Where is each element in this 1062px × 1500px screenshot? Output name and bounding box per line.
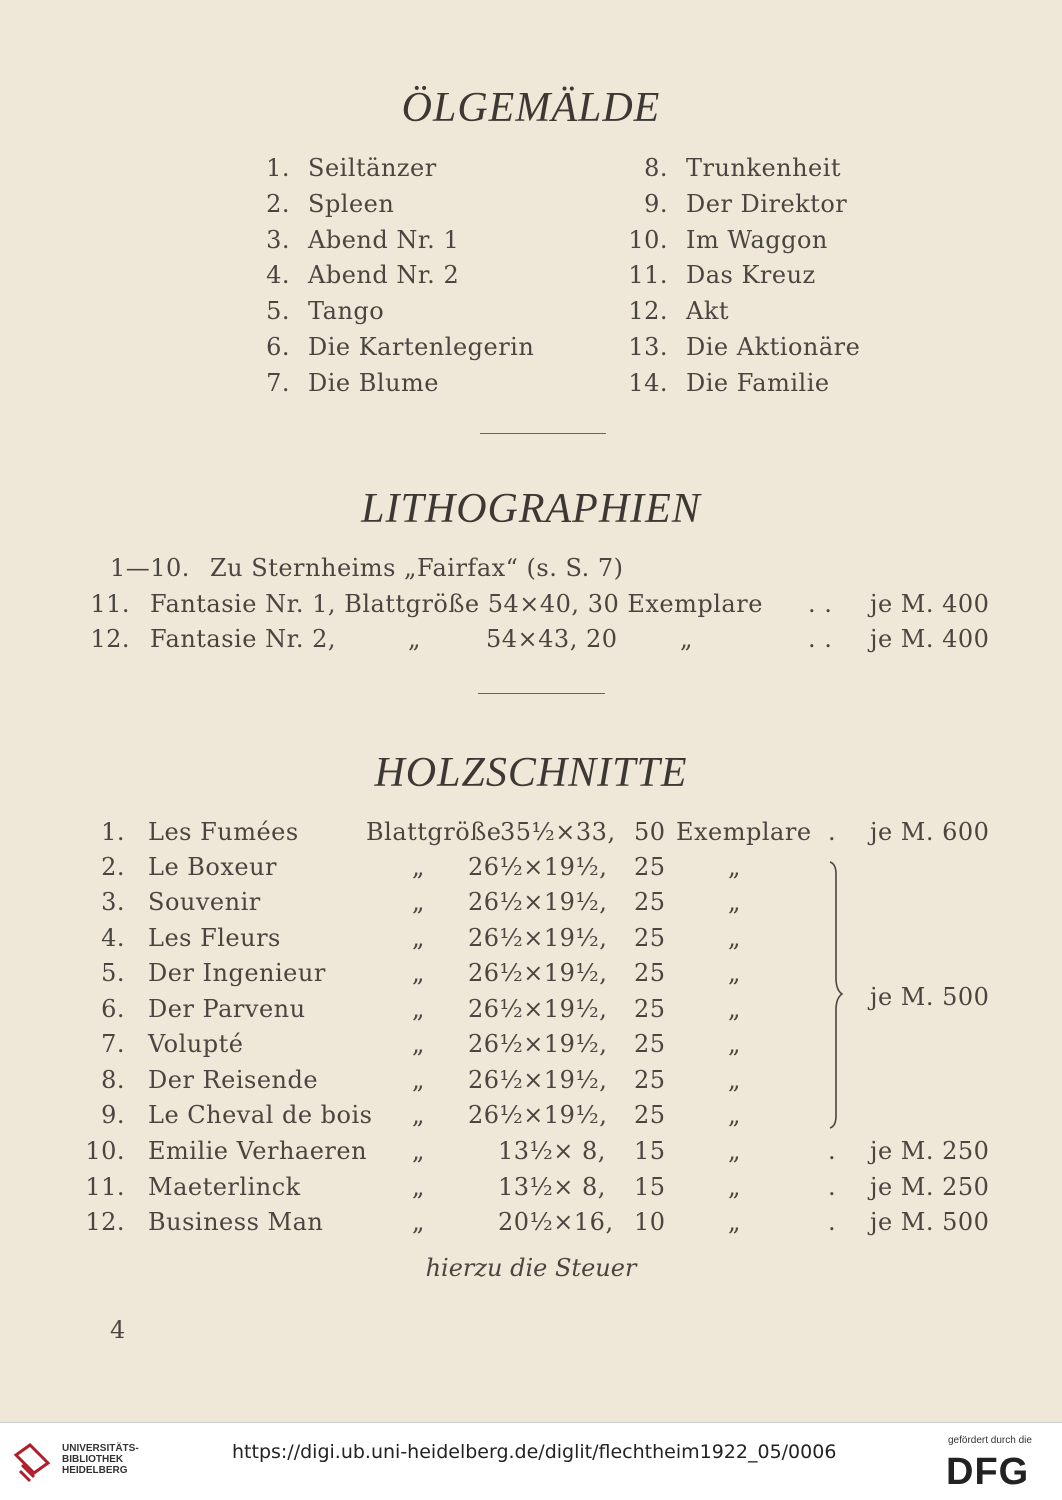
table-row-title: Der Parvenu: [148, 995, 306, 1023]
table-row-edition: 15: [634, 1137, 666, 1165]
tax-note: hierzu die Steuer: [425, 1254, 637, 1282]
price: je M. 400: [870, 625, 990, 653]
table-row-edition: 25: [634, 1101, 666, 1129]
ditto-mark: „: [412, 888, 425, 916]
list-item-number: 9.: [644, 190, 668, 218]
list-item-title: Seiltänzer: [308, 154, 437, 182]
table-row-number: 3.: [101, 888, 125, 916]
ditto-mark: „: [728, 1137, 741, 1165]
list-item-number: 8.: [644, 154, 668, 182]
permalink-url[interactable]: https://digi.ub.uni-heidelberg.de/diglit/flechtheim1922_05/0006: [232, 1441, 837, 1463]
library-name-line: HEIDELBERG: [62, 1465, 128, 1476]
table-row-size: 35½×33,: [500, 818, 616, 846]
ditto-mark: „: [728, 959, 741, 987]
table-row-size: 13½× 8,: [498, 1173, 606, 1201]
table-row-title: Der Ingenieur: [148, 959, 326, 987]
table-row-number: 6.: [101, 995, 125, 1023]
list-item-number: 11.: [628, 261, 668, 289]
table-row-size: 26½×19½,: [468, 888, 608, 916]
library-name-line: BIBLIOTHEK: [62, 1454, 124, 1465]
table-row-number: 1.: [101, 818, 125, 846]
table-row-edition: 10: [634, 1208, 666, 1236]
price: je M. 400: [870, 590, 990, 618]
library-name-line: UNIVERSITÄTS-: [62, 1443, 139, 1454]
list-item-number: 14.: [628, 369, 668, 397]
list-item-number: 13.: [628, 333, 668, 361]
table-row-title: Le Boxeur: [148, 853, 278, 881]
table-row-size: 26½×19½,: [468, 1101, 608, 1129]
table-row-size: 26½×19½,: [468, 995, 608, 1023]
section-divider: [478, 693, 605, 694]
section-title-lithographien: LITHOGRAPHIEN: [361, 486, 701, 532]
table-row-title: Maeterlinck: [148, 1173, 301, 1201]
ditto-mark: „: [412, 995, 425, 1023]
ditto-mark: „: [728, 853, 741, 881]
list-item-title: Die Familie: [686, 369, 830, 397]
list-item-title: Die Kartenlegerin: [308, 333, 535, 361]
ditto-mark: „: [728, 1066, 741, 1094]
table-row-title: Emilie Verhaeren: [148, 1137, 368, 1165]
table-row-size: 26½×19½,: [468, 959, 608, 987]
page-number: 4: [110, 1316, 126, 1344]
table-row-number: 5.: [101, 959, 125, 987]
leader-dot: .: [828, 1173, 837, 1201]
table-row-title: Les Fumées: [148, 818, 299, 846]
table-row-edition: 25: [634, 995, 666, 1023]
list-item-number: 12.: [628, 297, 668, 325]
ditto-mark: „: [728, 924, 741, 952]
leader-dot: .: [828, 1137, 837, 1165]
group-brace: [826, 860, 846, 1130]
table-row-title: Der Reisende: [148, 1066, 319, 1094]
litho-row-text: Fantasie Nr. 1, Blattgröße 54×40, 30 Exemplare: [150, 590, 763, 618]
list-item-title: Der Direktor: [686, 190, 848, 218]
ditto-mark: „: [412, 959, 425, 987]
list-item-title: Die Aktionäre: [686, 333, 861, 361]
list-item-title: Das Kreuz: [686, 261, 816, 289]
table-row-edition: 15: [634, 1173, 666, 1201]
list-item-title: Trunkenheit: [686, 154, 842, 182]
table-row-number: 4.: [101, 924, 125, 952]
table-row-edition: 25: [634, 1066, 666, 1094]
table-row-title: Business Man: [148, 1208, 324, 1236]
table-row-size: 13½× 8,: [498, 1137, 606, 1165]
table-row-number: 12.: [85, 1208, 125, 1236]
list-item-number: 4.: [266, 261, 290, 289]
ditto-mark: „: [728, 1030, 741, 1058]
list-item-number: 5.: [266, 297, 290, 325]
table-row-number: 10.: [85, 1137, 125, 1165]
table-row-title: Volupté: [148, 1030, 244, 1058]
table-row-title: Les Fleurs: [148, 924, 281, 952]
table-row-edition: 25: [634, 853, 666, 881]
table-row-edition: 50: [634, 818, 666, 846]
list-item-title: Abend Nr. 1: [308, 226, 460, 254]
table-row-number: 9.: [101, 1101, 125, 1129]
list-item-number: 6.: [266, 333, 290, 361]
ditto-mark: „: [412, 1101, 425, 1129]
table-row-edition: 25: [634, 924, 666, 952]
list-item-title: Abend Nr. 2: [308, 261, 460, 289]
table-row-title: Le Cheval de bois: [148, 1101, 373, 1129]
section-title-holzschnitte: HOLZSCHNITTE: [374, 750, 688, 796]
table-row-number: 11.: [85, 1173, 125, 1201]
section-divider: [480, 433, 606, 434]
litho-row-number: 11.: [90, 590, 130, 618]
list-item-number: 1.: [266, 154, 290, 182]
group-price: je M. 500: [870, 983, 990, 1011]
ditto-mark: „: [728, 1101, 741, 1129]
ditto-mark: „: [680, 625, 693, 653]
table-row-number: 2.: [101, 853, 125, 881]
list-item-number: 3.: [266, 226, 290, 254]
ditto-mark: „: [412, 1066, 425, 1094]
leader-dot: .: [828, 1208, 837, 1236]
footer-bar: [0, 1422, 1062, 1500]
ditto-mark: „: [412, 924, 425, 952]
table-row-size: 26½×19½,: [468, 1030, 608, 1058]
ditto-mark: „: [412, 1208, 425, 1236]
table-row-edition: 25: [634, 1030, 666, 1058]
list-item-title: Tango: [308, 297, 385, 325]
university-library-logo-icon: [12, 1437, 52, 1485]
section-title-oelgemaelde: ÖLGEMÄLDE: [401, 85, 661, 131]
ditto-mark: „: [728, 995, 741, 1023]
leader-dot: .: [828, 818, 837, 846]
library-name: [62, 1443, 139, 1476]
ditto-mark: „: [412, 1030, 425, 1058]
table-row-size: 26½×19½,: [468, 853, 608, 881]
ditto-mark: „: [408, 625, 421, 653]
price: je M. 500: [870, 1208, 990, 1236]
price: je M. 600: [870, 818, 990, 846]
list-item-title: Im Waggon: [686, 226, 828, 254]
edition-unit: Exemplare: [676, 818, 812, 846]
litho-size: 54×43, 20: [486, 625, 618, 653]
list-item-title: Akt: [686, 297, 730, 325]
price: je M. 250: [870, 1137, 990, 1165]
ditto-mark: „: [728, 1208, 741, 1236]
ditto-mark: „: [412, 853, 425, 881]
list-item-number: 7.: [266, 369, 290, 397]
table-row-number: 7.: [101, 1030, 125, 1058]
price: je M. 250: [870, 1173, 990, 1201]
list-item-number: 10.: [628, 226, 668, 254]
list-item-title: Spleen: [308, 190, 395, 218]
size-label: Blattgröße: [366, 818, 502, 846]
table-row-number: 8.: [101, 1066, 125, 1094]
litho-row-number: 1—10.: [110, 554, 190, 582]
ditto-mark: „: [728, 888, 741, 916]
ditto-mark: „: [412, 1173, 425, 1201]
list-item-number: 2.: [266, 190, 290, 218]
ditto-mark: „: [728, 1173, 741, 1201]
table-row-edition: 25: [634, 959, 666, 987]
litho-row-text: Fantasie Nr. 2,: [150, 625, 337, 653]
litho-row-number: 12.: [90, 625, 130, 653]
table-row-title: Souvenir: [148, 888, 261, 916]
funding-label: gefördert durch die: [948, 1435, 1032, 1446]
table-row-edition: 25: [634, 888, 666, 916]
litho-row-text: Zu Sternheims „Fairfax“ (s. S. 7): [210, 554, 624, 582]
table-row-size: 26½×19½,: [468, 924, 608, 952]
dfg-logo: DFG: [946, 1451, 1030, 1493]
ditto-mark: „: [412, 1137, 425, 1165]
list-item-title: Die Blume: [308, 369, 439, 397]
table-row-size: 26½×19½,: [468, 1066, 608, 1094]
leader-dots: . .: [808, 625, 833, 653]
leader-dots: . .: [808, 590, 833, 618]
table-row-size: 20½×16,: [498, 1208, 614, 1236]
